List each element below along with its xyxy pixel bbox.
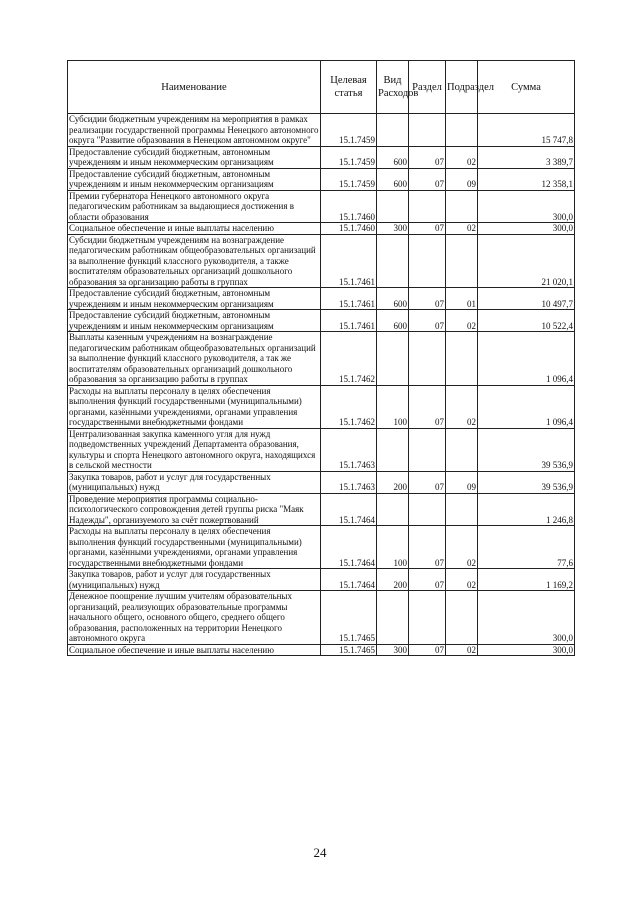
cell-subsection: 02 xyxy=(446,223,478,235)
cell-type: 100 xyxy=(377,526,409,569)
cell-subsection xyxy=(446,190,478,223)
cell-sum: 300,0 xyxy=(478,591,575,645)
cell-name: Закупка товаров, работ и услуг для государственных (муниципальных) нужд xyxy=(68,569,321,591)
cell-type xyxy=(377,428,409,471)
table-body xyxy=(68,114,575,656)
cell-sum: 1 169,2 xyxy=(478,569,575,591)
cell-section xyxy=(409,190,446,223)
table-row xyxy=(68,114,575,147)
table-row xyxy=(68,493,575,526)
table-row xyxy=(68,234,575,288)
cell-name: Выплаты казенным учреждениям на вознаграждение педагогическим работникам общеобразовательных организаций за выполнение функций классного руководителя, а так же воспитателям образовательных организаций дошкольного образования за организацию работы в группах xyxy=(68,332,321,386)
cell-section: 07 xyxy=(409,168,446,190)
cell-type xyxy=(377,332,409,386)
cell-subsection: 02 xyxy=(446,385,478,428)
cell-name: Субсидии бюджетным учреждениям на вознаграждение педагогическим работникам общеобразовательных организаций за выполнение функций классного руководителя, а также воспитателям образовательных организаций дошкольного образования за организацию работы в группах xyxy=(68,234,321,288)
cell-name: Предоставление субсидий бюджетным, автономным учреждениям и иным некоммерческим организациям xyxy=(68,288,321,310)
cell-sum: 300,0 xyxy=(478,190,575,223)
cell-type xyxy=(377,591,409,645)
cell-type: 600 xyxy=(377,146,409,168)
cell-sum: 1 096,4 xyxy=(478,332,575,386)
cell-type xyxy=(377,493,409,526)
cell-subsection xyxy=(446,493,478,526)
cell-type: 100 xyxy=(377,385,409,428)
table-row xyxy=(68,146,575,168)
cell-subsection: 09 xyxy=(446,168,478,190)
cell-subsection xyxy=(446,114,478,147)
header-section: Раздел xyxy=(409,61,446,114)
cell-name: Проведение мероприятия программы социально-психологического сопровождения детей группы риска "Маяк Надежды", организуемого за счёт пожертвований xyxy=(68,493,321,526)
cell-type: 600 xyxy=(377,288,409,310)
cell-name: Премии губернатора Ненецкого автономного округа педагогическим работникам за выдающиеся достижения в области образования xyxy=(68,190,321,223)
budget-table xyxy=(67,60,575,656)
cell-type: 300 xyxy=(377,644,409,656)
table-row xyxy=(68,223,575,235)
cell-article: 15.1.7459 xyxy=(321,114,377,147)
cell-type: 600 xyxy=(377,310,409,332)
table-row xyxy=(68,288,575,310)
table-row xyxy=(68,569,575,591)
cell-sum: 39 536,9 xyxy=(478,471,575,493)
table-row xyxy=(68,168,575,190)
cell-article: 15.1.7459 xyxy=(321,146,377,168)
cell-type: 200 xyxy=(377,569,409,591)
cell-name: Социальное обеспечение и иные выплаты населению xyxy=(68,644,321,656)
cell-type: 300 xyxy=(377,223,409,235)
cell-sum: 15 747,8 xyxy=(478,114,575,147)
cell-subsection: 02 xyxy=(446,526,478,569)
table-header-row xyxy=(68,61,575,114)
cell-name: Субсидии бюджетным учреждениям на мероприятия в рамках реализации государственной программы Ненецкого автономного округа "Развитие образования в Ненецком автономном округе" xyxy=(69,114,319,145)
cell-name: Централизованная закупка каменного угля для нужд подведомственных учреждений Департамента образования, культуры и спорта Ненецкого автономного округа, находящихся в сельской местности xyxy=(68,428,321,471)
cell-article: 15.1.7464 xyxy=(321,526,377,569)
page-number: 24 xyxy=(313,845,327,860)
cell-article: 15.1.7461 xyxy=(321,234,377,288)
cell-subsection: 09 xyxy=(446,471,478,493)
cell-section xyxy=(409,332,446,386)
cell-article: 15.1.7464 xyxy=(321,569,377,591)
table-row xyxy=(68,591,575,645)
cell-sum: 77,6 xyxy=(478,526,575,569)
cell-article: 15.1.7463 xyxy=(321,471,377,493)
cell-subsection: 02 xyxy=(446,146,478,168)
cell-section: 07 xyxy=(409,471,446,493)
table-row xyxy=(68,190,575,223)
cell-section: 07 xyxy=(409,223,446,235)
cell-section: 07 xyxy=(409,288,446,310)
cell-sum: 10 497,7 xyxy=(478,288,575,310)
cell-sum: 1 096,4 xyxy=(478,385,575,428)
cell-sum: 1 246,8 xyxy=(478,493,575,526)
cell-article: 15.1.7464 xyxy=(321,493,377,526)
header-type: Вид Расходов xyxy=(377,61,409,114)
cell-article: 15.1.7465 xyxy=(321,644,377,656)
cell-type xyxy=(377,190,409,223)
cell-sum: 39 536,9 xyxy=(478,428,575,471)
cell-section xyxy=(409,493,446,526)
cell-article: 15.1.7460 xyxy=(321,223,377,235)
cell-section: 07 xyxy=(409,385,446,428)
cell-article: 15.1.7460 xyxy=(321,190,377,223)
cell-article: 15.1.7465 xyxy=(321,591,377,645)
cell-section: 07 xyxy=(409,644,446,656)
table-row xyxy=(68,526,575,569)
cell-sum: 300,0 xyxy=(478,223,575,235)
cell-subsection xyxy=(446,428,478,471)
table-row xyxy=(68,332,575,386)
cell-subsection xyxy=(446,332,478,386)
cell-name: Расходы на выплаты персоналу в целях обеспечения выполнения функций государственными (муниципальными) органами, казёнными учреждениями, органами управления государственными внебюджетными фондами xyxy=(68,526,321,569)
cell-type: 200 xyxy=(377,471,409,493)
cell-section xyxy=(409,114,446,147)
cell-subsection: 02 xyxy=(446,569,478,591)
cell-subsection xyxy=(446,234,478,288)
cell-name: Социальное обеспечение и иные выплаты населению xyxy=(68,223,321,235)
header-article: Целевая статья xyxy=(321,61,377,114)
cell-article: 15.1.7461 xyxy=(321,310,377,332)
table-row xyxy=(68,644,575,656)
cell-section: 07 xyxy=(409,526,446,569)
cell-sum: 10 522,4 xyxy=(478,310,575,332)
table-row xyxy=(68,310,575,332)
cell-name: Предоставление субсидий бюджетным, автономным учреждениям и иным некоммерческим организациям xyxy=(68,168,321,190)
cell-section: 07 xyxy=(409,569,446,591)
cell-article: 15.1.7463 xyxy=(321,428,377,471)
cell-section xyxy=(409,591,446,645)
cell-type: 600 xyxy=(377,168,409,190)
cell-subsection xyxy=(446,591,478,645)
cell-article: 15.1.7461 xyxy=(321,288,377,310)
cell-sum: 21 020,1 xyxy=(478,234,575,288)
table-row xyxy=(68,471,575,493)
cell-name: Денежное поощрение лучшим учителям образовательных организаций, реализующих образовательные программы начального общего, основного общего, среднего общего образования, расположенных на территории Ненецкого автономного округа xyxy=(68,591,321,645)
cell-sum: 300,0 xyxy=(478,644,575,656)
cell-name: Закупка товаров, работ и услуг для государственных (муниципальных) нужд xyxy=(68,471,321,493)
cell-subsection: 01 xyxy=(446,288,478,310)
cell-section xyxy=(409,234,446,288)
header-subsection: Подраздел xyxy=(446,61,478,114)
table-row xyxy=(68,428,575,471)
table-row xyxy=(68,385,575,428)
cell-article: 15.1.7462 xyxy=(321,332,377,386)
cell-name: Предоставление субсидий бюджетным, автономным учреждениям и иным некоммерческим организациям xyxy=(68,310,321,332)
cell-article: 15.1.7459 xyxy=(321,168,377,190)
cell-type xyxy=(377,234,409,288)
cell-subsection: 02 xyxy=(446,310,478,332)
cell-type xyxy=(377,114,409,147)
cell-name: Расходы на выплаты персоналу в целях обеспечения выполнения функций государственными (муниципальными) органами, казёнными учреждениями, органами управления государственными внебюджетными фондами xyxy=(68,385,321,428)
cell-article: 15.1.7462 xyxy=(321,385,377,428)
header-name: Наименование xyxy=(68,61,321,114)
cell-sum: 12 358,1 xyxy=(478,168,575,190)
cell-sum: 3 389,7 xyxy=(478,146,575,168)
cell-section: 07 xyxy=(409,146,446,168)
cell-subsection: 02 xyxy=(446,644,478,656)
cell-section xyxy=(409,428,446,471)
cell-section: 07 xyxy=(409,310,446,332)
cell-name: Предоставление субсидий бюджетным, автономным учреждениям и иным некоммерческим организациям xyxy=(68,146,321,168)
header-sum: Сумма xyxy=(478,61,575,114)
